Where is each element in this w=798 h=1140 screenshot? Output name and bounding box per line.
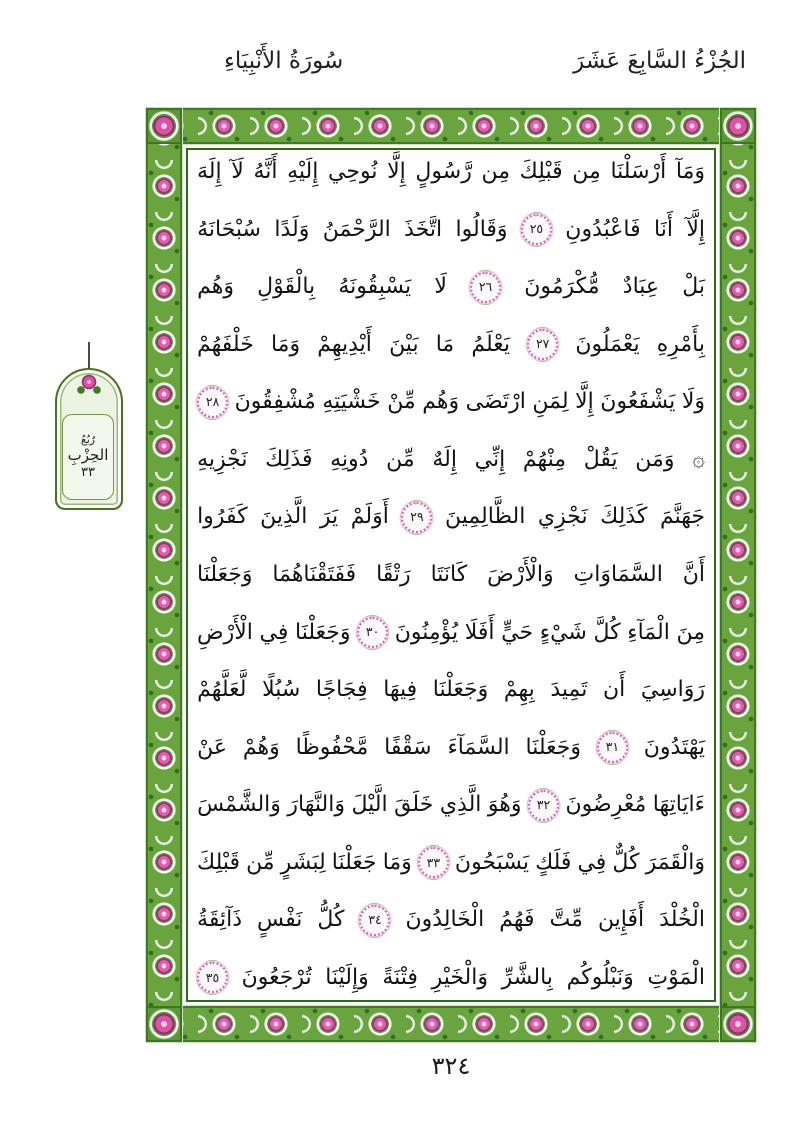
quran-word: وَمَن (635, 446, 675, 472)
quran-word: تُرْجَعُونَ (241, 964, 312, 990)
quran-word: تَمِيدَ (550, 677, 588, 703)
quran-word: وَالْقَمَرَ (645, 849, 705, 875)
ayah-end-marker: ٢٧ (527, 329, 558, 360)
quran-word: وَإِلَيْنَا (325, 964, 369, 990)
quran-word: إِنِّي (474, 446, 506, 472)
quran-word: سُبُلًا (262, 677, 301, 703)
quran-word: وَالْأَرْضَ (487, 561, 554, 587)
quran-word: أَرْسَلْنَا (610, 159, 667, 184)
quran-word: وَجَعَلْنَا (525, 734, 582, 760)
quran-word: أَنَّ (682, 561, 705, 587)
border-band-right (720, 108, 756, 1042)
quran-line (197, 213, 705, 247)
quran-word: مُعْرِضُونَ (565, 792, 647, 818)
ayah-end-marker: ٢٩ (401, 502, 432, 533)
quran-word: فِي (577, 849, 607, 875)
quran-line (197, 673, 705, 707)
quran-word: الرَّحْمَنُ (322, 216, 391, 242)
quran-word: بِأَمْرِهِ (656, 331, 705, 357)
quran-word: الظَّالِمِينَ (444, 504, 526, 530)
quran-word: أَوَلَمْ (350, 504, 389, 530)
quran-word: أَنَا (654, 216, 673, 242)
quran-word: جَهَنَّمَ (659, 504, 705, 530)
quran-word: الَّذِي (439, 792, 482, 818)
quran-word: وَالنَّهَارَ (287, 792, 345, 818)
quran-word: السَّمَاوَاتِ (573, 561, 663, 587)
quran-word: نَجْزِيهِ (197, 446, 248, 472)
border-band-top (146, 108, 756, 144)
quran-word: مِّنْ (387, 389, 416, 415)
ayah-end-marker: ٢٥ (521, 214, 552, 245)
quran-word: خَلْفَهُمْ (197, 331, 254, 357)
quran-word: ارْتَضَى (465, 389, 526, 415)
quran-text-area (197, 155, 705, 995)
quran-word: الَّيْلَ (351, 792, 388, 818)
quran-word: مِنْهُمْ (522, 446, 567, 472)
quran-line (197, 443, 705, 477)
quran-word: وَهُم (422, 389, 460, 415)
quran-word: مِّن (386, 446, 415, 472)
ayah-end-marker: ٣١ (597, 732, 628, 763)
ayah-end-marker: ٣٢ (528, 790, 559, 821)
quran-word: خَشْيَتِهِ (322, 389, 381, 415)
quran-word: لِمَنِ (532, 389, 569, 415)
quran-word: كُلٌّ (612, 849, 640, 875)
ayah-end-marker: ٢٨ (197, 387, 228, 418)
quran-word: ذَآئِقَةُ (197, 907, 243, 933)
marker-label-top: رُبُعُ (80, 432, 96, 446)
quran-word: مِن (572, 159, 601, 184)
surah-name-header: سُورَةُ الأَنْبِيَاءِ (224, 48, 344, 74)
quran-word: كَفَرُوا (197, 504, 248, 530)
quran-word: رَّسُولٍ (415, 159, 472, 184)
quran-line (197, 155, 705, 189)
quran-word: وَهُمْ (242, 734, 280, 760)
quran-word: نَفْسٍ (257, 907, 303, 933)
quran-line (197, 616, 705, 650)
ayah-end-marker: ٣٣ (418, 847, 449, 878)
quran-line (197, 961, 705, 995)
quran-word: الْخُلْدَ (659, 907, 705, 933)
corner-flower-icon (720, 108, 756, 144)
quran-word: وَجَعَلْنَا (197, 561, 253, 587)
quran-word: إِلَهٌ (432, 446, 457, 472)
quran-line (197, 903, 705, 937)
quran-word: إِلَّا (575, 389, 594, 415)
quran-word: وَقَالُوا (455, 216, 508, 242)
quran-word: قَبْلِكَ (519, 159, 563, 184)
quran-word: مِنَ (676, 619, 705, 645)
quran-word: فَفَتَقْنَاهُمَا (272, 561, 357, 587)
quran-word: سَقْفًا (384, 734, 432, 760)
quran-word: وَمَا (382, 849, 412, 875)
quran-word: فَلَكٍ (535, 849, 572, 875)
quran-word: أَن (602, 677, 626, 703)
marker-number: ٣٣ (81, 464, 95, 480)
quran-word: جَعَلْنَا (331, 849, 377, 875)
page-number: ٣٢٤ (431, 1052, 471, 1080)
quran-word: مُّكْرَمُونَ (524, 274, 600, 300)
quran-word: يَسْبِقُونَهُ (338, 274, 412, 300)
quran-word: بِهِمْ (503, 677, 535, 703)
marker-label-panel (62, 414, 114, 500)
quran-word: الْخَالِدُونَ (405, 907, 485, 933)
flower-finial-icon (77, 372, 101, 398)
quran-word: رَتْقًا (376, 561, 411, 587)
quran-word: إِلَّا (387, 159, 406, 184)
quran-word: الْأَرْضِ (197, 619, 253, 645)
quran-word: وَلَدًا (274, 216, 310, 242)
quran-word: فِتْنَةً (382, 964, 418, 990)
quran-word: مِّتَّ (549, 907, 583, 933)
quran-word: وَالشَّمْسَ (197, 792, 281, 818)
quran-word: يُؤْمِنُونَ (394, 619, 459, 645)
quran-word: إِلَهَ (197, 159, 222, 184)
quran-word: خَلَقَ (394, 792, 434, 818)
quran-word: لَا (434, 274, 447, 300)
quran-word: كُلَّ (593, 619, 621, 645)
quran-word: إِلَّآ (686, 216, 705, 242)
quran-word: بَيْنَ (389, 331, 419, 357)
quran-word: أَيْدِيهِمْ (317, 331, 372, 357)
corner-flower-icon (146, 1006, 182, 1042)
juz-header: الجُزْءُ السَّابِعَ عَشَرَ (573, 48, 746, 74)
quran-word: قَبْلِكَ (197, 849, 241, 875)
quran-word: فِيهَا (383, 677, 418, 703)
quran-line (197, 731, 705, 765)
quran-word: وَهُم (197, 274, 234, 300)
quran-word: كَذَلِكَ (600, 504, 648, 530)
quran-word: يَشْفَعُونَ (600, 389, 676, 415)
quran-line (197, 846, 705, 880)
ayah-end-marker: ٣٠ (357, 617, 388, 648)
quran-word: يَعْمَلُونَ (575, 331, 640, 357)
corner-flower-icon (146, 108, 182, 144)
quran-word: نَجْزِي (537, 504, 588, 530)
quran-word: مُشْفِقُونَ (234, 389, 316, 415)
quran-word: يَقُلْ (583, 446, 618, 472)
quran-word: دُونِهِ (330, 446, 369, 472)
quran-line (197, 558, 705, 592)
quran-word: يَعْلَمُ (471, 331, 511, 357)
quran-word: يَهْتَدُونَ (643, 734, 705, 760)
quran-word: لَّعَلَّهُمْ (197, 677, 247, 703)
quran-word: مَّحْفُوظًا (295, 734, 369, 760)
quran-line (197, 385, 705, 419)
quran-word: الْمَآءِ (627, 619, 670, 645)
ayah-end-marker: ٢٦ (470, 272, 501, 303)
quran-word: فِي (259, 619, 289, 645)
quran-word: يَرَ (319, 504, 339, 530)
quran-word: وَلَا (681, 389, 705, 415)
corner-flower-icon (720, 1006, 756, 1042)
ayah-end-marker: ٣٤ (359, 905, 390, 936)
quran-word: وَمَآ (675, 159, 705, 184)
quran-word: عَنْ (197, 734, 227, 760)
quran-word: السَّمَآءَ (447, 734, 510, 760)
ayah-end-marker: ٣٥ (197, 962, 228, 993)
rub-el-hizb-icon: ۞ (692, 446, 705, 472)
quran-word: سُبْحَانَهُ (197, 216, 261, 242)
quran-word: أَفَإِين (597, 907, 645, 933)
quran-word: رَوَاسِيَ (640, 677, 705, 703)
quran-word: وَهُوَ (487, 792, 522, 818)
quran-word: الْمَوْتِ (647, 964, 705, 990)
quran-word: شَيْءٍ (539, 619, 587, 645)
hizb-quarter-marker (54, 342, 124, 510)
quran-word: مِّن (246, 849, 275, 875)
quran-word: فَذَلِكَ (265, 446, 313, 472)
quran-word: بَلْ (682, 274, 705, 300)
quran-word: يَسْبَحُونَ (454, 849, 530, 875)
quran-word: الَّذِينَ (260, 504, 308, 530)
quran-word: اتَّخَذَ (404, 216, 443, 242)
quran-word: أَفَلَا (464, 619, 495, 645)
ornamental-border-frame (146, 108, 756, 1042)
quran-word: فَهُمُ (499, 907, 535, 933)
quran-word: لِبَشَرٍ (280, 849, 326, 875)
quran-word: حَيٍّ (501, 619, 534, 645)
quran-line (197, 270, 705, 304)
quran-word: بِالشَّرِّ (501, 964, 553, 990)
quran-line (197, 328, 705, 362)
quran-word: وَنَبْلُوكُم (566, 964, 634, 990)
quran-word: كَانَتَا (430, 561, 468, 587)
quran-word: وَجَعَلْنَا (295, 619, 351, 645)
border-band-bottom (146, 1006, 756, 1042)
quran-word: إِلَيْهِ (287, 159, 319, 184)
border-band-left (146, 108, 182, 1042)
quran-word: لَآ (231, 159, 244, 184)
quran-word: نُوحِي (328, 159, 378, 184)
quran-word: بِالْقَوْلِ (257, 274, 316, 300)
quran-word: وَالْخَيْرِ (431, 964, 488, 990)
quran-word: كُلُّ (317, 907, 345, 933)
quran-line (197, 788, 705, 822)
marker-label-main: الحِزْبِ (67, 445, 109, 464)
quran-word: وَجَعَلْنَا (432, 677, 489, 703)
quran-word: أَنَّهُ (253, 159, 278, 184)
quran-word: فَاعْبُدُونِ (565, 216, 641, 242)
quran-word: ءَايَاتِهَا (652, 792, 705, 818)
quran-word: مَا (435, 331, 455, 357)
quran-word: عِبَادٌ (622, 274, 660, 300)
quran-line (197, 500, 705, 534)
quran-word: مِن (481, 159, 510, 184)
quran-word: فِجَاجًا (315, 677, 368, 703)
quran-word: وَمَا (270, 331, 301, 357)
